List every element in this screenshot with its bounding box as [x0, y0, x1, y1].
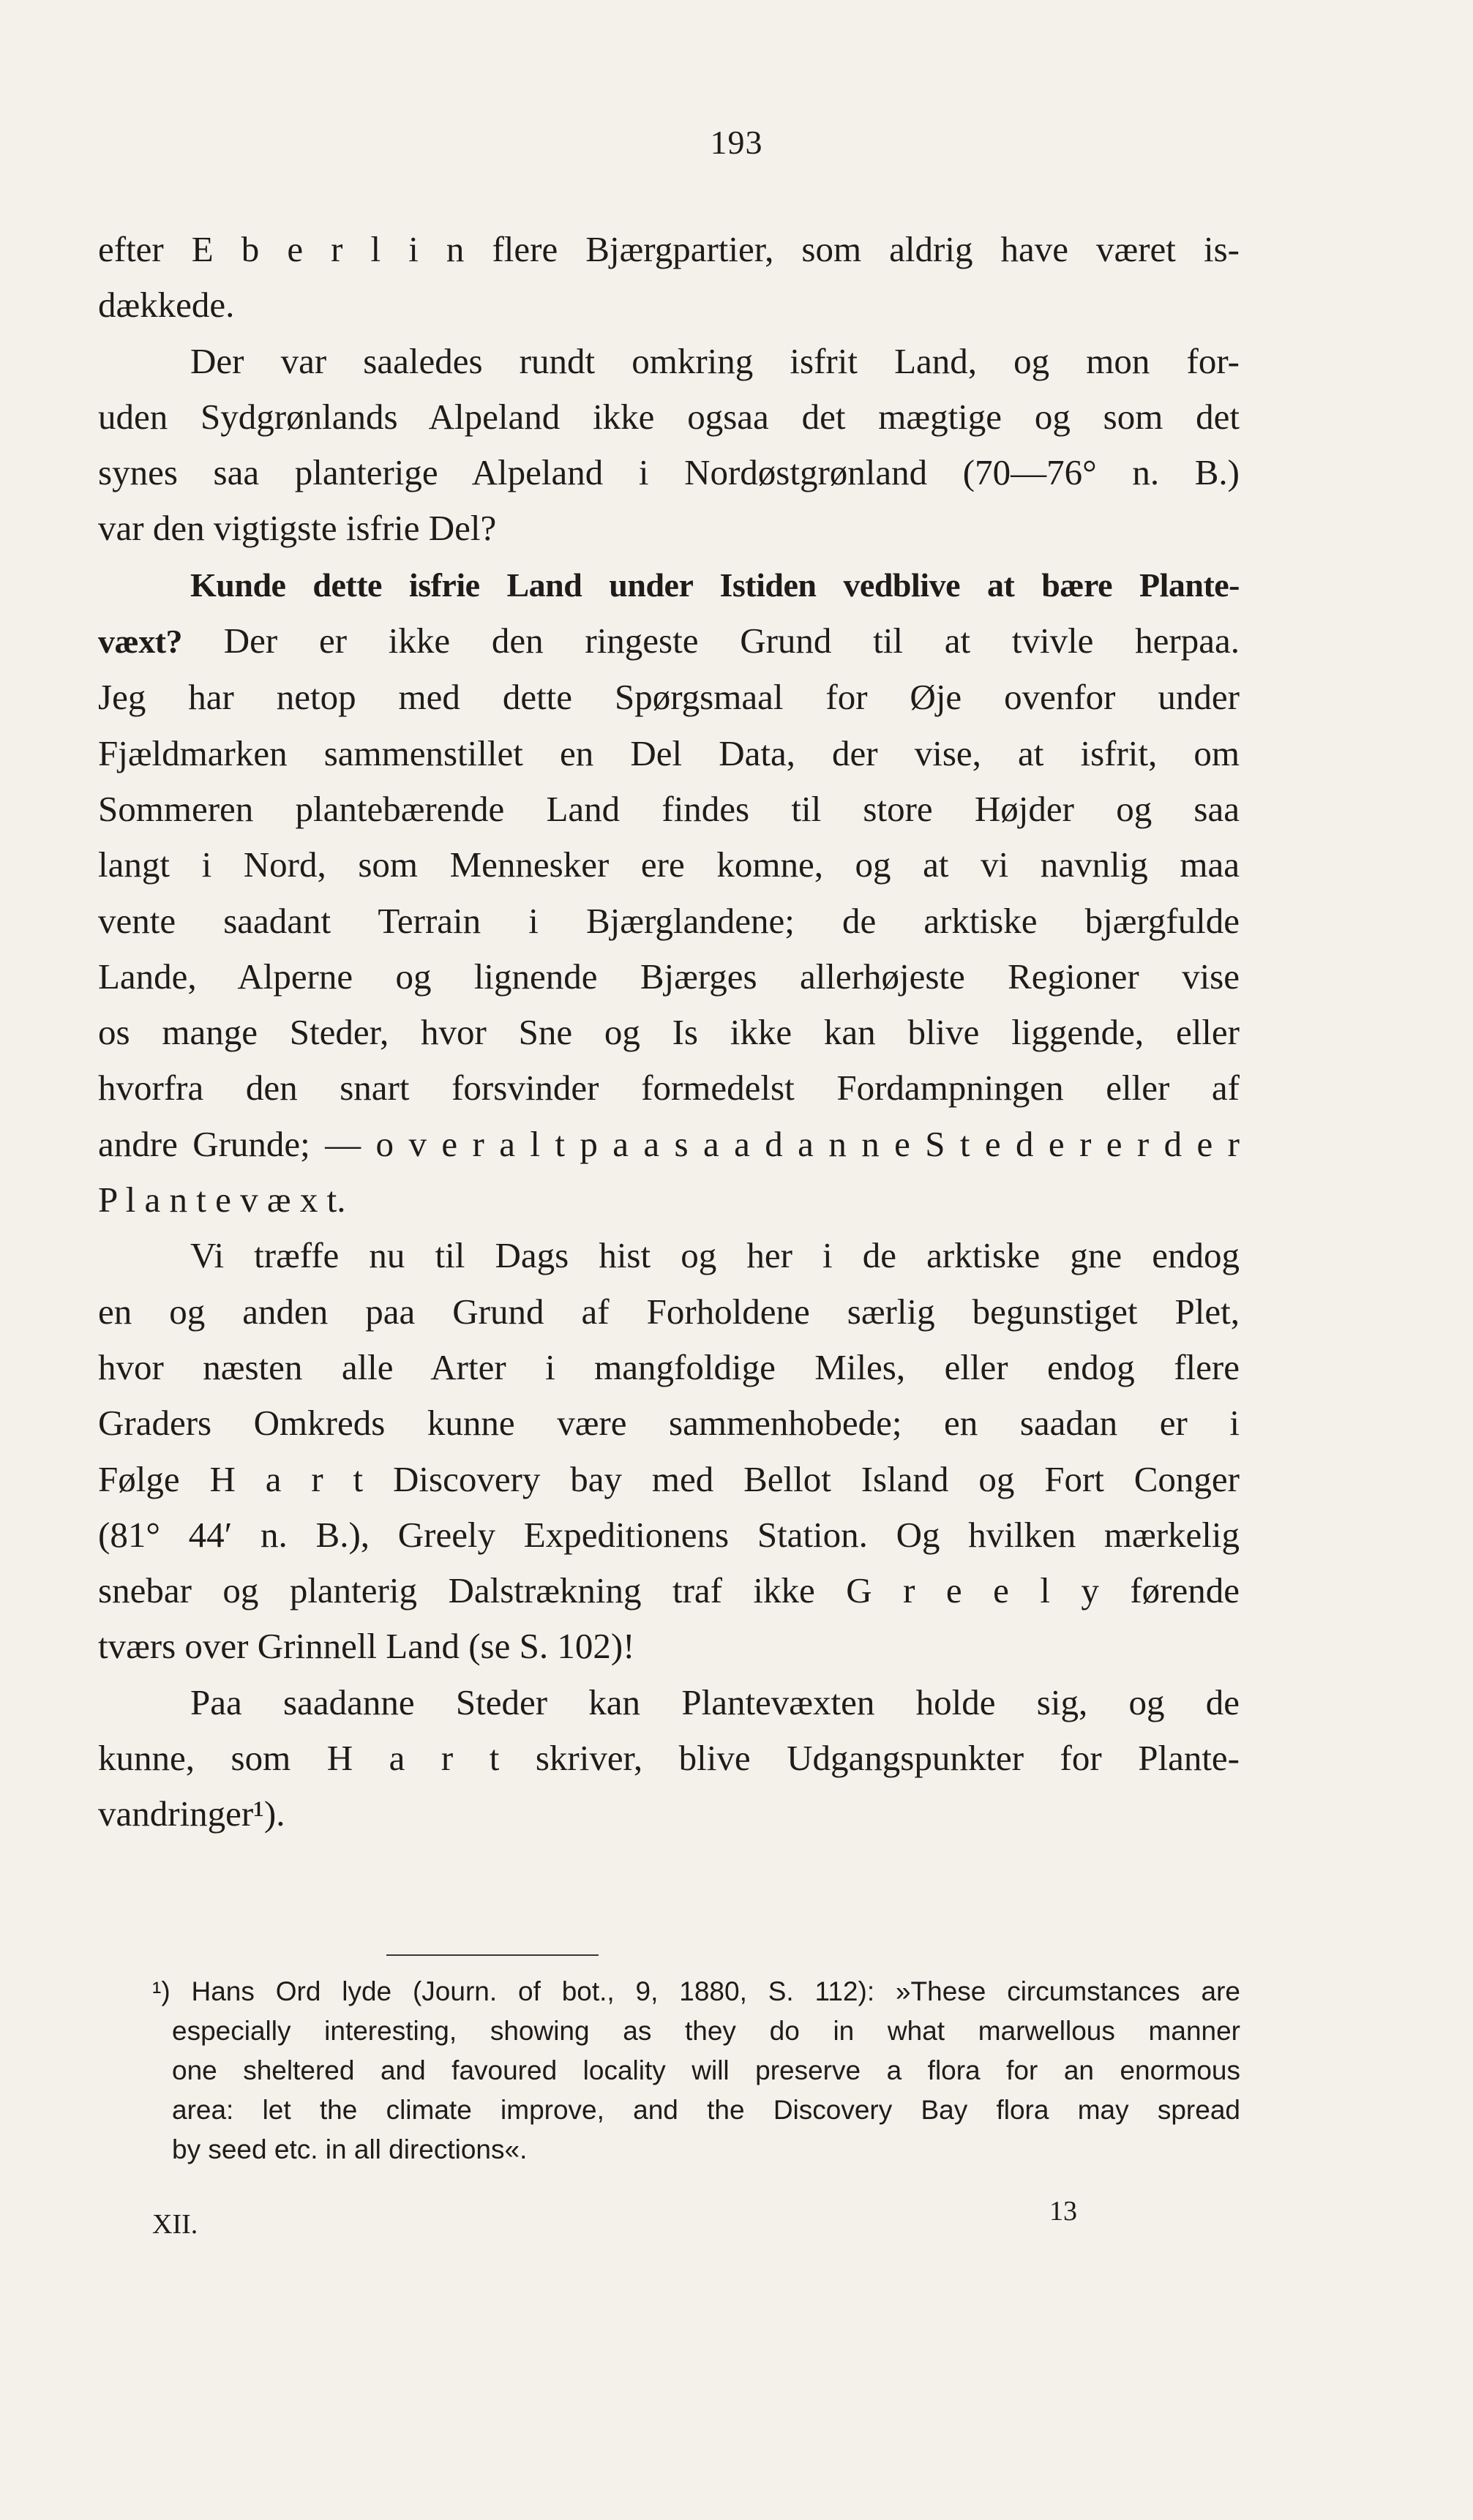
text-line: Vi træffe nu til Dags hist og her i de arktiske gne endog	[190, 1235, 1240, 1276]
text-line: tværs over Grinnell Land (se S. 102)!	[98, 1626, 635, 1667]
text-line: os mange Steder, hvor Sne og Is ikke kan blive liggende, eller	[98, 1012, 1240, 1053]
text-line: Følge H a r t Discovery bay med Bellot Island og Fort Conger	[98, 1458, 1240, 1499]
text-line: vandringer¹).	[98, 1793, 285, 1834]
text-line: var den vigtigste isfrie Del?	[98, 508, 497, 549]
signature-volume: XII.	[152, 2209, 198, 2240]
text-line: uden Sydgrønlands Alpeland ikke ogsaa det mægtige og som det	[98, 396, 1240, 437]
text-line: hvor næsten alle Arter i mangfoldige Miles, eller endog flere	[98, 1346, 1240, 1387]
text-line: P l a n t e v æ x t.	[98, 1180, 346, 1220]
text-line	[98, 613, 1240, 670]
footnote	[152, 1972, 1240, 2170]
text-line: dækkede.	[98, 285, 235, 326]
text-line: Der var saaledes rundt omkring isfrit Land, og mon for-	[190, 340, 1240, 381]
signature-sheet-number: 13	[1049, 2196, 1077, 2227]
text-line: Paa saadanne Steder kan Plantevæxten holde sig, og de	[190, 1681, 1240, 1722]
footnote-line: ¹) Hans Ord lyde (Journ. of bot., 9, 1880, S. 112): »These circumstances are	[152, 1976, 1240, 2006]
section-heading: Kunde dette isfrie Land under Istiden vedblive at bære Plante-	[190, 566, 1240, 604]
printer-signature	[0, 2195, 1473, 2239]
section-heading-continued: væxt?	[98, 623, 183, 661]
text-line: en og anden paa Grund af Forholdene særlig begunstiget Plet,	[98, 1291, 1240, 1332]
footnote-line: one sheltered and favoured locality will preserve a flora for an enormous	[172, 2055, 1240, 2085]
text-line: andre Grunde; — o v e r a l t p a a s a a d a n n e S t e d e r e r d e r	[98, 1123, 1240, 1164]
text-line: Fjældmarken sammenstillet en Del Data, der vise, at isfrit, om	[98, 732, 1240, 773]
text-line: (81° 44′ n. B.), Greely Expeditionens Station. Og hvilken mærkelig	[98, 1514, 1240, 1555]
text-line: hvorfra den snart forsvinder formedelst Fordampningen eller af	[98, 1068, 1240, 1109]
text-line: Sommeren plantebærende Land findes til store Højder og saa	[98, 788, 1240, 829]
page-number: 193	[710, 124, 763, 161]
text-line: efter E b e r l i n flere Bjærgpartier, som aldrig have været is-	[98, 229, 1240, 269]
text-line: langt i Nord, som Mennesker ere komne, og at vi navnlig maa	[98, 844, 1240, 885]
text-fragment: Der er ikke den ringeste Grund til at tvivle herpaa.	[182, 620, 1240, 661]
text-line: Lande, Alperne og lignende Bjærges allerhøjeste Regioner vise	[98, 956, 1240, 997]
footnote-line: especially interesting, showing as they do in what marwellous manner	[172, 2016, 1240, 2046]
text-line: Graders Omkreds kunne være sammenhobede; en saadan er i	[98, 1403, 1240, 1444]
footnote-line: area: let the climate improve, and the Discovery Bay flora may spread	[172, 2095, 1240, 2125]
text-line: synes saa planterige Alpeland i Nordøstgrønland (70—76° n. B.)	[98, 452, 1240, 493]
footnote-line: by seed etc. in all directions«.	[172, 2134, 528, 2164]
footnote-divider	[386, 1954, 599, 1956]
text-line: vente saadant Terrain i Bjærglandene; de arktiske bjærgfulde	[98, 900, 1240, 941]
text-line: Jeg har netop med dette Spørgsmaal for Øje ovenfor under	[98, 677, 1240, 718]
text-line: snebar og planterig Dalstrækning traf ikke G r e e l y førende	[98, 1570, 1240, 1611]
text-line: kunne, som H a r t skriver, blive Udgangspunkter for Plante-	[98, 1738, 1240, 1779]
body-text	[98, 222, 1240, 1842]
text-line	[98, 557, 1240, 613]
